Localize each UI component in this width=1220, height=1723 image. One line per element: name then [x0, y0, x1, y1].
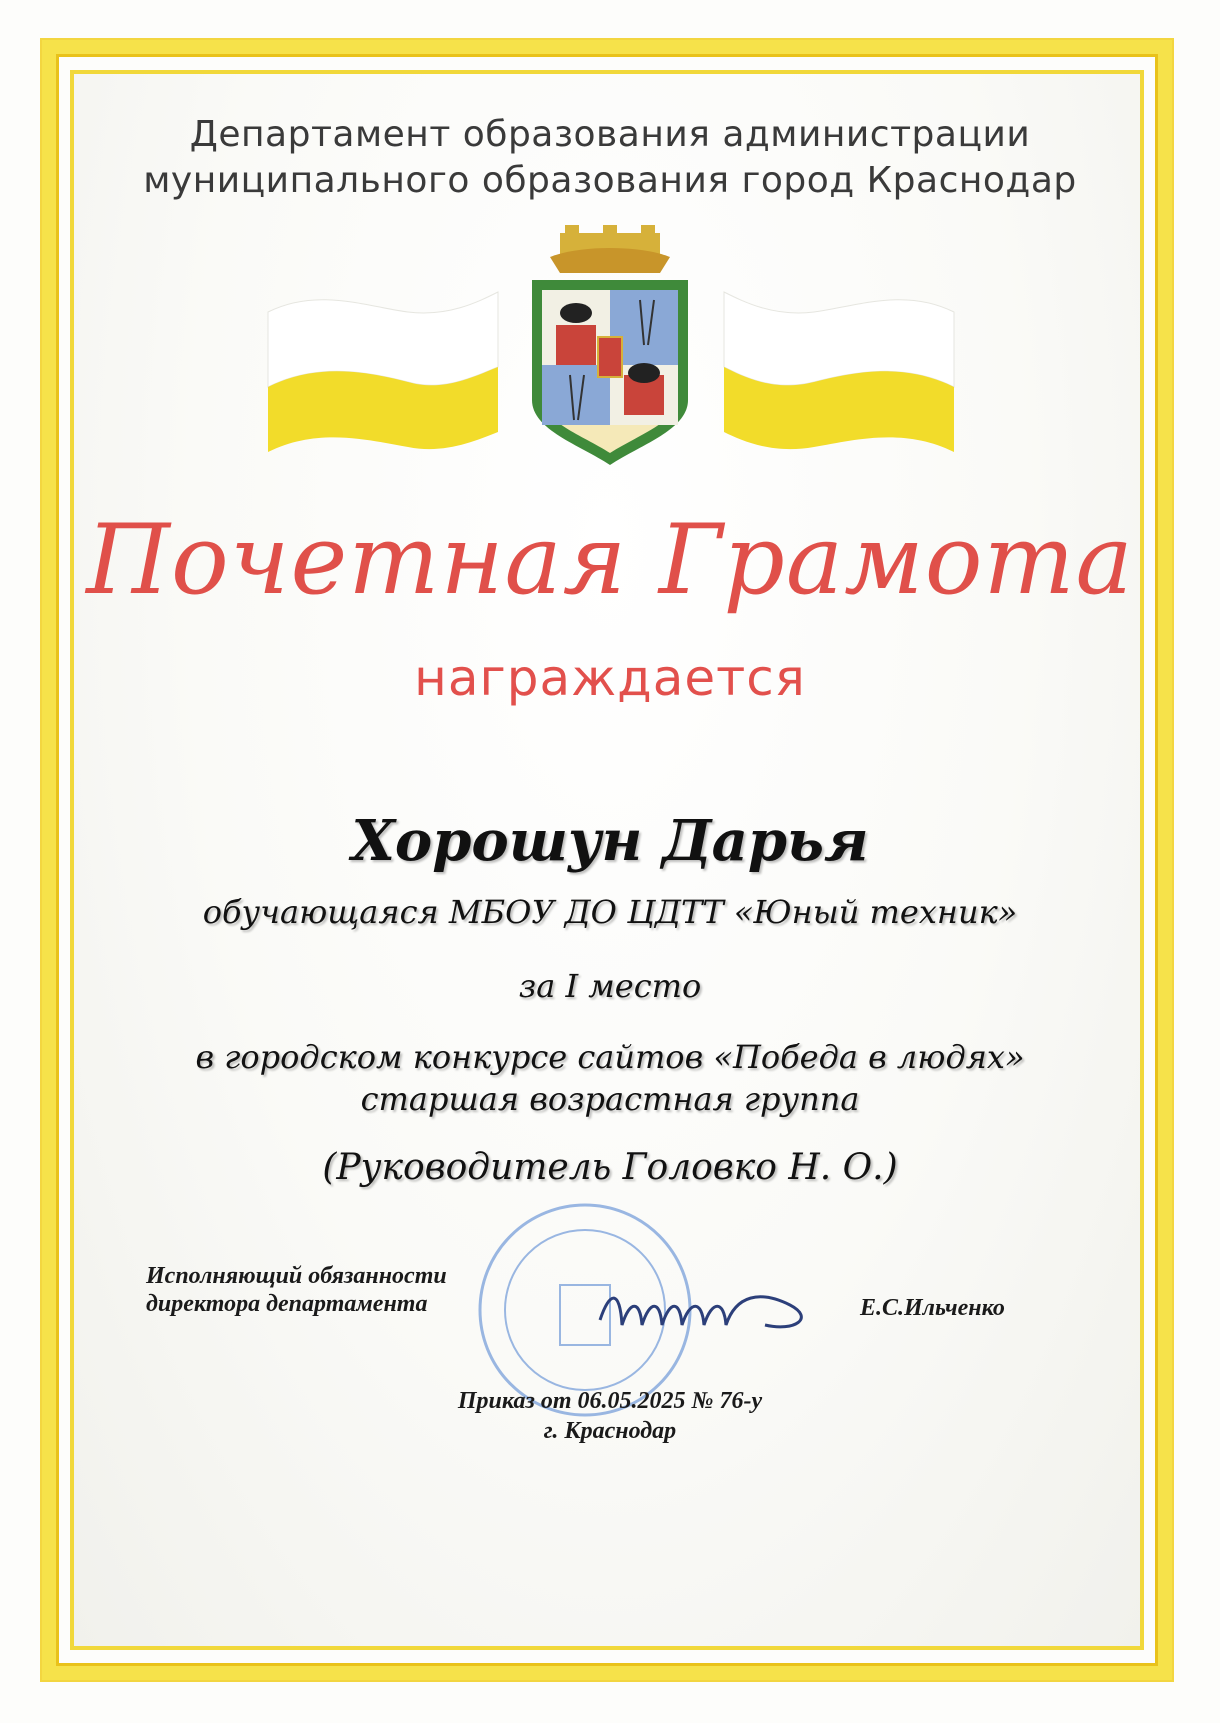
krasnodar-coat-of-arms-icon: [520, 225, 700, 470]
order-reference: Приказ от 06.05.2025 № 76-у: [457, 1388, 763, 1414]
signatory-role: [146, 1262, 526, 1318]
issuer-line-2: муниципального образования город Краснодар: [143, 160, 1077, 201]
signatory-role-line-2: директора департамента: [146, 1291, 428, 1317]
awarded-label: награждается: [414, 649, 806, 707]
recipient-name: Хорошун Дарья: [351, 808, 869, 874]
certificate-title: Почетная Грамота: [86, 504, 1134, 616]
white-yellow-flag-icon: [714, 282, 964, 452]
order-city: г. Краснодар: [543, 1418, 677, 1444]
contest-name: в городском конкурсе сайтов «Победа в людях»: [195, 1038, 1025, 1076]
award-place: за I место: [518, 967, 702, 1005]
recipient-institution: обучающаяся МБОУ ДО ЦДТТ «Юный техник»: [202, 893, 1018, 931]
issuer-header: [120, 112, 1100, 204]
white-yellow-flag-icon: [258, 282, 508, 452]
age-group: старшая возрастная группа: [360, 1080, 860, 1118]
signatory-role-line-1: Исполняющий обязанности: [146, 1263, 447, 1289]
handwritten-signature: [590, 1270, 840, 1350]
signatory-name: Е.С.Ильченко: [860, 1295, 1005, 1321]
supervisor: (Руководитель Головко Н. О.): [322, 1147, 898, 1188]
issuer-line-1: Департамент образования администрации: [189, 114, 1031, 155]
